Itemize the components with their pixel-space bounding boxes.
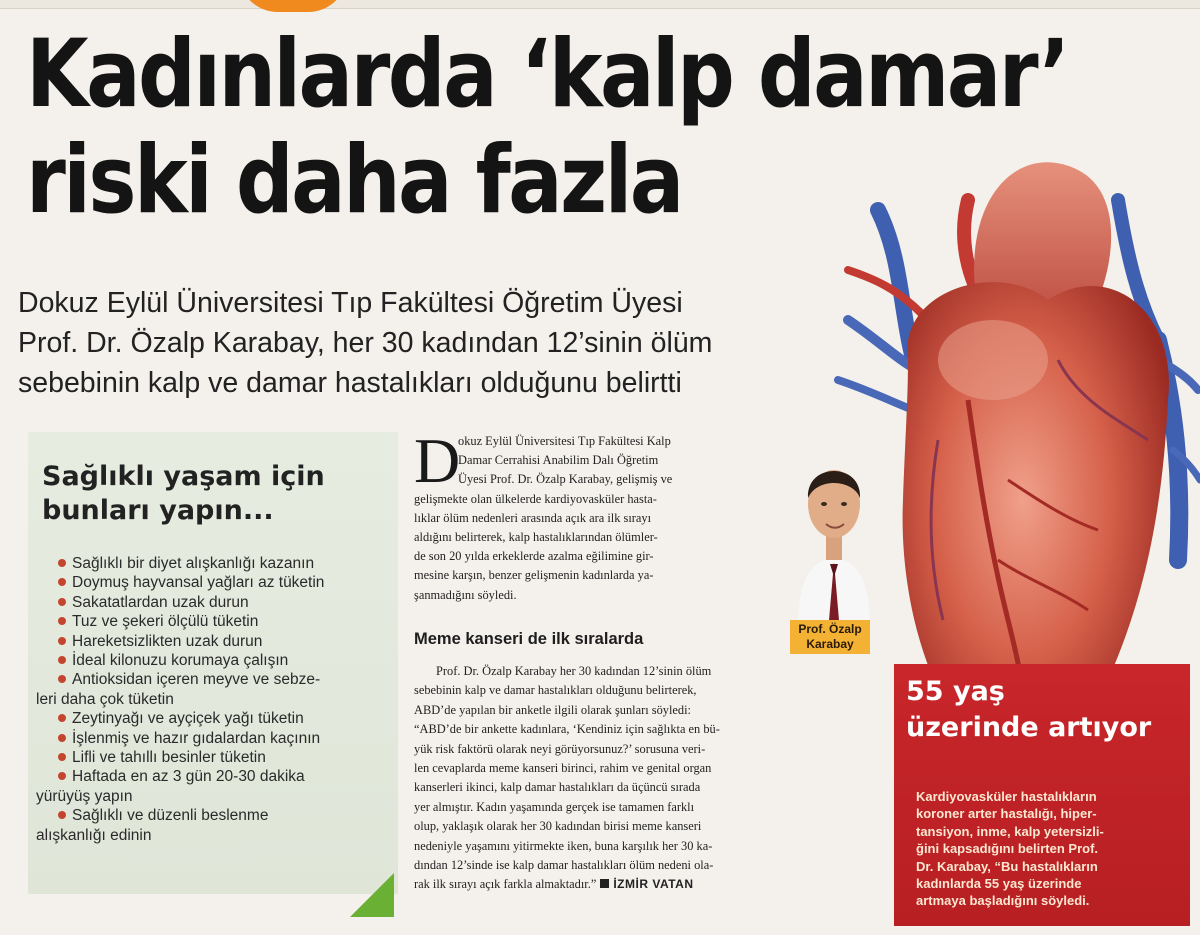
text-line: Üyesi Prof. Dr. Özalp Karabay, gelişmiş ve bbox=[458, 472, 673, 487]
headline-line-2: riski daha fazla bbox=[26, 126, 682, 235]
caption-line: Karabay bbox=[806, 637, 854, 651]
bullet-icon bbox=[58, 772, 66, 780]
list-item: İşlenmiş ve hazır gıdalardan kaçının bbox=[58, 729, 394, 748]
text-line: len cevaplarda meme kanseri birinci, rahim ve genital organ bbox=[414, 761, 712, 776]
text-line: artmaya başladığını söyledi. bbox=[916, 893, 1090, 909]
list-item: Sağlıklı bir diyet alışkanlığı kazanın bbox=[58, 554, 394, 573]
portrait-caption bbox=[790, 620, 870, 654]
list-item: Lifli ve tahıllı besinler tüketin bbox=[58, 748, 394, 767]
bullet-icon bbox=[58, 675, 66, 683]
text-line: lıklar ölüm nedenleri arasında açık ara ilk sırayı bbox=[414, 510, 652, 525]
text-line: kadınlarda 55 yaş üzerinde bbox=[916, 876, 1082, 892]
top-rule bbox=[0, 0, 1200, 9]
info-box-text bbox=[916, 788, 1186, 910]
list-item: Doymuş hayvansal yağları az tüketin bbox=[58, 573, 394, 592]
tips-title-line: bunları yapın... bbox=[42, 495, 274, 526]
lead-line: Dokuz Eylül Üniversitesi Tıp Fakültesi Öğretim Üyesi bbox=[18, 287, 683, 319]
text-line: Dr. Karabay, “Bu hastalıkların bbox=[916, 858, 1098, 874]
list-item-continuation: yürüyüş yapın bbox=[36, 787, 133, 805]
drop-cap: D bbox=[414, 425, 461, 496]
list-item: Haftada en az 3 gün 20-30 dakika bbox=[58, 767, 394, 786]
info-box-red bbox=[894, 664, 1190, 926]
text-line: yer almıştır. Kadın yaşamında gerçek ise tamamen farklı bbox=[414, 799, 695, 814]
info-box-title-line: 55 yaş bbox=[906, 676, 1005, 707]
text-line: sebebinin kalp ve damar hastalıkları olduğunu belirterek, bbox=[414, 683, 697, 698]
bullet-icon bbox=[58, 578, 66, 586]
tips-box bbox=[28, 432, 398, 894]
caption-line: Prof. Özalp bbox=[798, 622, 862, 636]
list-item: Tuz ve şekeri ölçülü tüketin bbox=[58, 612, 394, 631]
bullet-icon bbox=[58, 656, 66, 664]
list-item: İdeal kilonuzu korumaya çalışın bbox=[58, 651, 394, 670]
info-box-title-line: üzerinde artıyor bbox=[906, 712, 1152, 743]
tips-title-line: Sağlıklı yaşam için bbox=[42, 461, 325, 492]
text-line: okuz Eylül Üniversitesi Tıp Fakültesi Kalp bbox=[458, 434, 671, 448]
bullet-icon bbox=[58, 811, 66, 819]
text-line: olup, yaklaşık olarak her 30 kadından birisi meme kanseri bbox=[414, 819, 702, 834]
bullet-icon bbox=[58, 637, 66, 645]
list-item: Sakatatlardan uzak durun bbox=[58, 593, 394, 612]
text-line: Prof. Dr. Özalp Karabay her 30 kadından 12’sinin ölüm bbox=[436, 664, 712, 678]
signature: İZMİR VATAN bbox=[613, 877, 694, 892]
bullet-icon bbox=[58, 559, 66, 567]
article-paragraph-1 bbox=[414, 425, 786, 605]
text-line: kanserleri ikinci, kalp damar hastalıkları da üçüncü sırada bbox=[414, 780, 701, 795]
bullet-icon bbox=[58, 753, 66, 761]
text-line: gelişmekte olan ülkelerde kardiyovasküler hasta- bbox=[414, 491, 657, 506]
list-item: Sağlıklı ve düzenli beslenme bbox=[58, 806, 394, 825]
list-item-continuation: leri daha çok tüketin bbox=[36, 690, 174, 708]
text-line: “ABD’de bir ankette kadınlara, ‘Kendiniz için sağlıkta en bü- bbox=[414, 722, 720, 737]
signature-square-icon bbox=[600, 879, 609, 888]
text-line: Kardiyovasküler hastalıkların bbox=[916, 789, 1097, 804]
bullet-icon bbox=[58, 598, 66, 606]
info-box-title bbox=[906, 674, 1151, 746]
lead-paragraph bbox=[18, 283, 818, 403]
corner-triangle-icon bbox=[350, 873, 394, 917]
text-line: aldığını belirterek, kalp hastalıklarından ölümler- bbox=[414, 530, 658, 545]
article-subhead: Meme kanseri de ilk sıralarda bbox=[414, 630, 644, 648]
lead-line: Prof. Dr. Özalp Karabay, her 30 kadından 12’sinin ölüm bbox=[18, 327, 713, 359]
bullet-icon bbox=[58, 714, 66, 722]
tips-title bbox=[42, 460, 392, 528]
text-line: nedeniyle yaşamını yitirmekte iken, buna karşılık her 30 ka- bbox=[414, 838, 713, 853]
text-line: mesine karşın, benzer gelişmenin kadınlarda ya- bbox=[414, 568, 654, 583]
text-line: koroner arter hastalığı, hiper- bbox=[916, 806, 1097, 822]
text-line: Damar Cerrahisi Anabilim Dalı Öğretim bbox=[458, 453, 659, 468]
list-item: Hareketsizlikten uzak durun bbox=[58, 632, 394, 651]
tips-list bbox=[36, 554, 394, 845]
bullet-icon bbox=[58, 734, 66, 742]
text-line: de son 20 yılda erkeklerde azalma eğilimine gir- bbox=[414, 549, 654, 564]
text-line: ğini kapsadığını belirten Prof. bbox=[916, 841, 1099, 857]
text-line bbox=[414, 875, 854, 894]
text-line: şanmadığını söyledi. bbox=[414, 587, 517, 602]
list-item: Antioksidan içeren meyve ve sebze- bbox=[58, 670, 394, 689]
headline-line-1: Kadınlarda ‘kalp damar’ bbox=[26, 20, 1068, 129]
list-item-continuation: alışkanlığı edinin bbox=[36, 826, 152, 844]
article-paragraph-2 bbox=[414, 662, 854, 895]
text-line: ABD’de yapılan bir anketle ilgili olarak şunları söyledi: bbox=[414, 702, 691, 717]
text-line: yük risk faktörü olarak neyi görüyorsunuz?’ sorusuna veri- bbox=[414, 741, 706, 756]
headline bbox=[26, 20, 1068, 235]
text-line: tansiyon, inme, kalp yetersizli- bbox=[916, 823, 1104, 839]
lead-line: sebebinin kalp ve damar hastalıkları olduğunu belirtti bbox=[18, 367, 682, 399]
text-line-end: rak ilk sırayı açık farkla almaktadır.” bbox=[414, 877, 597, 892]
list-item: Zeytinyağı ve ayçiçek yağı tüketin bbox=[58, 709, 394, 728]
text-line: dından 12’sinde ise kalp damar hastalıkları ölüm nedeni ola- bbox=[414, 858, 714, 873]
portrait-photo bbox=[788, 432, 880, 632]
bullet-icon bbox=[58, 617, 66, 625]
